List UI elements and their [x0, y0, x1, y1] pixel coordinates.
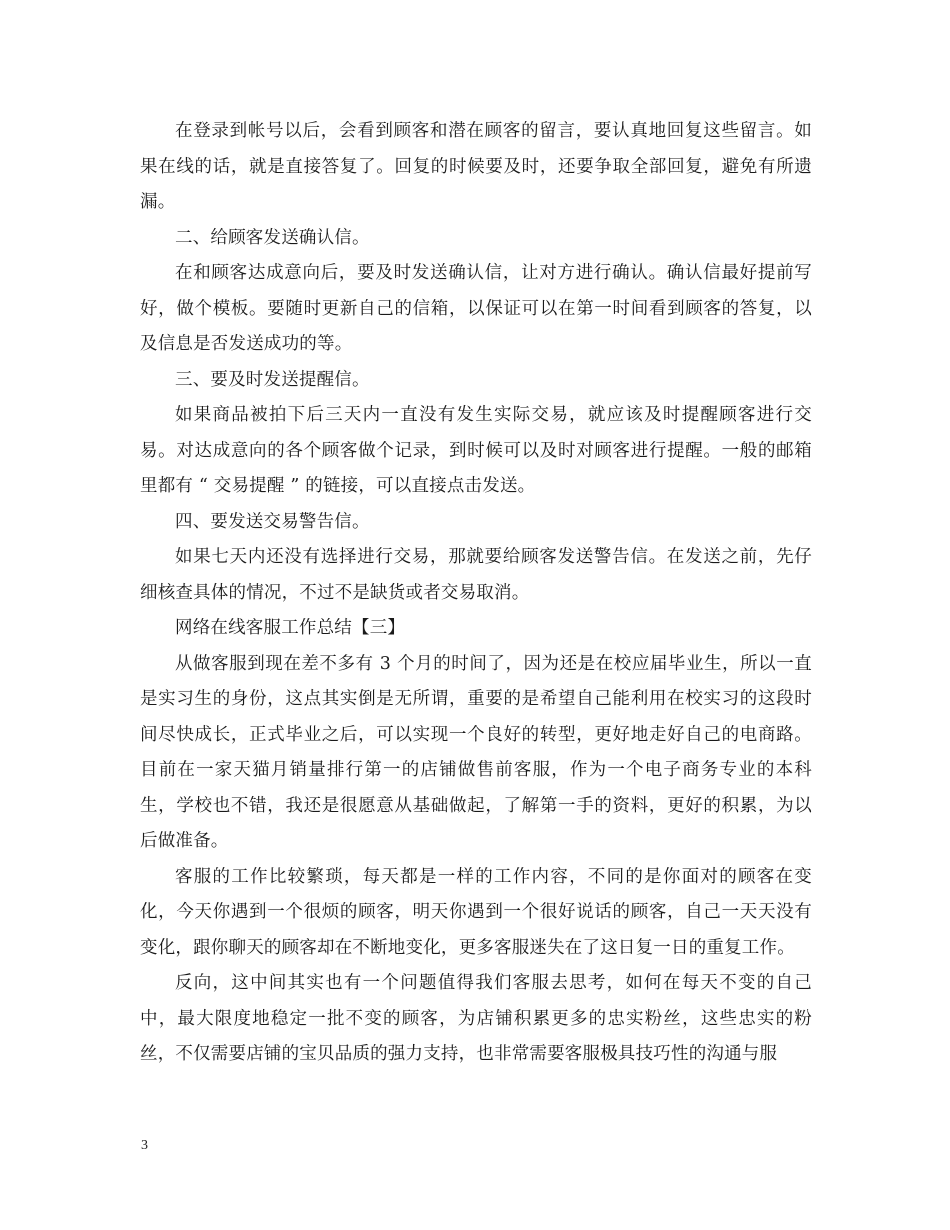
paragraph-reminder-letter: 如果商品被拍下后三天内一直没有发生实际交易，就应该及时提醒顾客进行交易。对达成意向的各个顾客做个记录，到时候可以及时对顾客进行提醒。一般的邮箱里都有 “ 交易提醒 ” 的链接，可以直接点击发送。	[140, 405, 812, 496]
paragraph-warning-letter: 如果七天内还没有选择进行交易，那就要给顾客发送警告信。在发送之前，先仔细核查具体的情况，不过不是缺货或者交易取消。	[140, 547, 812, 603]
document-body	[140, 114, 812, 1073]
paragraph-internship: 从做客服到现在差不多有 3 个月的时间了，因为还是在校应届毕业生，所以一直是实习生的身份，这点其实倒是无所谓，重要的是希望自己能利用在校实习的这段时间尽快成长，正式毕业之后，可以实现一个良好的转型，更好地走好自己的电商路。目前在一家天猫月销量排行第一的店铺做售前客服，作为一个电子商务专业的本科生，学校也不错，我还是很愿意从基础做起，了解第一手的资料，更好的积累，为以后做准备。	[140, 653, 812, 851]
paragraph-reply-messages: 在登录到帐号以后，会看到顾客和潜在顾客的留言，要认真地回复这些留言。如果在线的话，就是直接答复了。回复的时候要及时，还要争取全部回复，避免有所遗漏。	[140, 121, 812, 212]
section-title-summary-three: 网络在线客服工作总结【三】	[175, 618, 406, 638]
heading-send-reminder: 三、要及时发送提醒信。	[175, 369, 370, 390]
page-number: 3	[141, 1138, 148, 1153]
paragraph-work-tedious: 客服的工作比较繁琐，每天都是一样的工作内容，不同的是你面对的顾客在变化，今天你遇到一个很烦的顾客，明天你遇到一个很好说话的顾客，自己一天天没有变化，跟你聊天的顾客却在不断地变化，更多客服迷失在了这日复一日的重复工作。	[140, 866, 812, 958]
paragraph-reflection: 反向，这中间其实也有一个问题值得我们客服去思考，如何在每天不变的自己中，最大限度地稳定一批不变的顾客，为店铺积累更多的忠实粉丝，这些忠实的粉丝，不仅需要店铺的宝贝品质的强力支持，也非常需要客服极具技巧性的沟通与服	[140, 973, 812, 1064]
paragraph-confirmation-letter: 在和顾客达成意向后，要及时发送确认信，让对方进行确认。确认信最好提前写好，做个模板。要随时更新自己的信箱，以保证可以在第一时间看到顾客的答复，以及信息是否发送成功的等。	[140, 263, 812, 354]
heading-send-warning: 四、要发送交易警告信。	[175, 511, 370, 532]
heading-send-confirmation: 二、给顾客发送确认信。	[175, 227, 370, 248]
